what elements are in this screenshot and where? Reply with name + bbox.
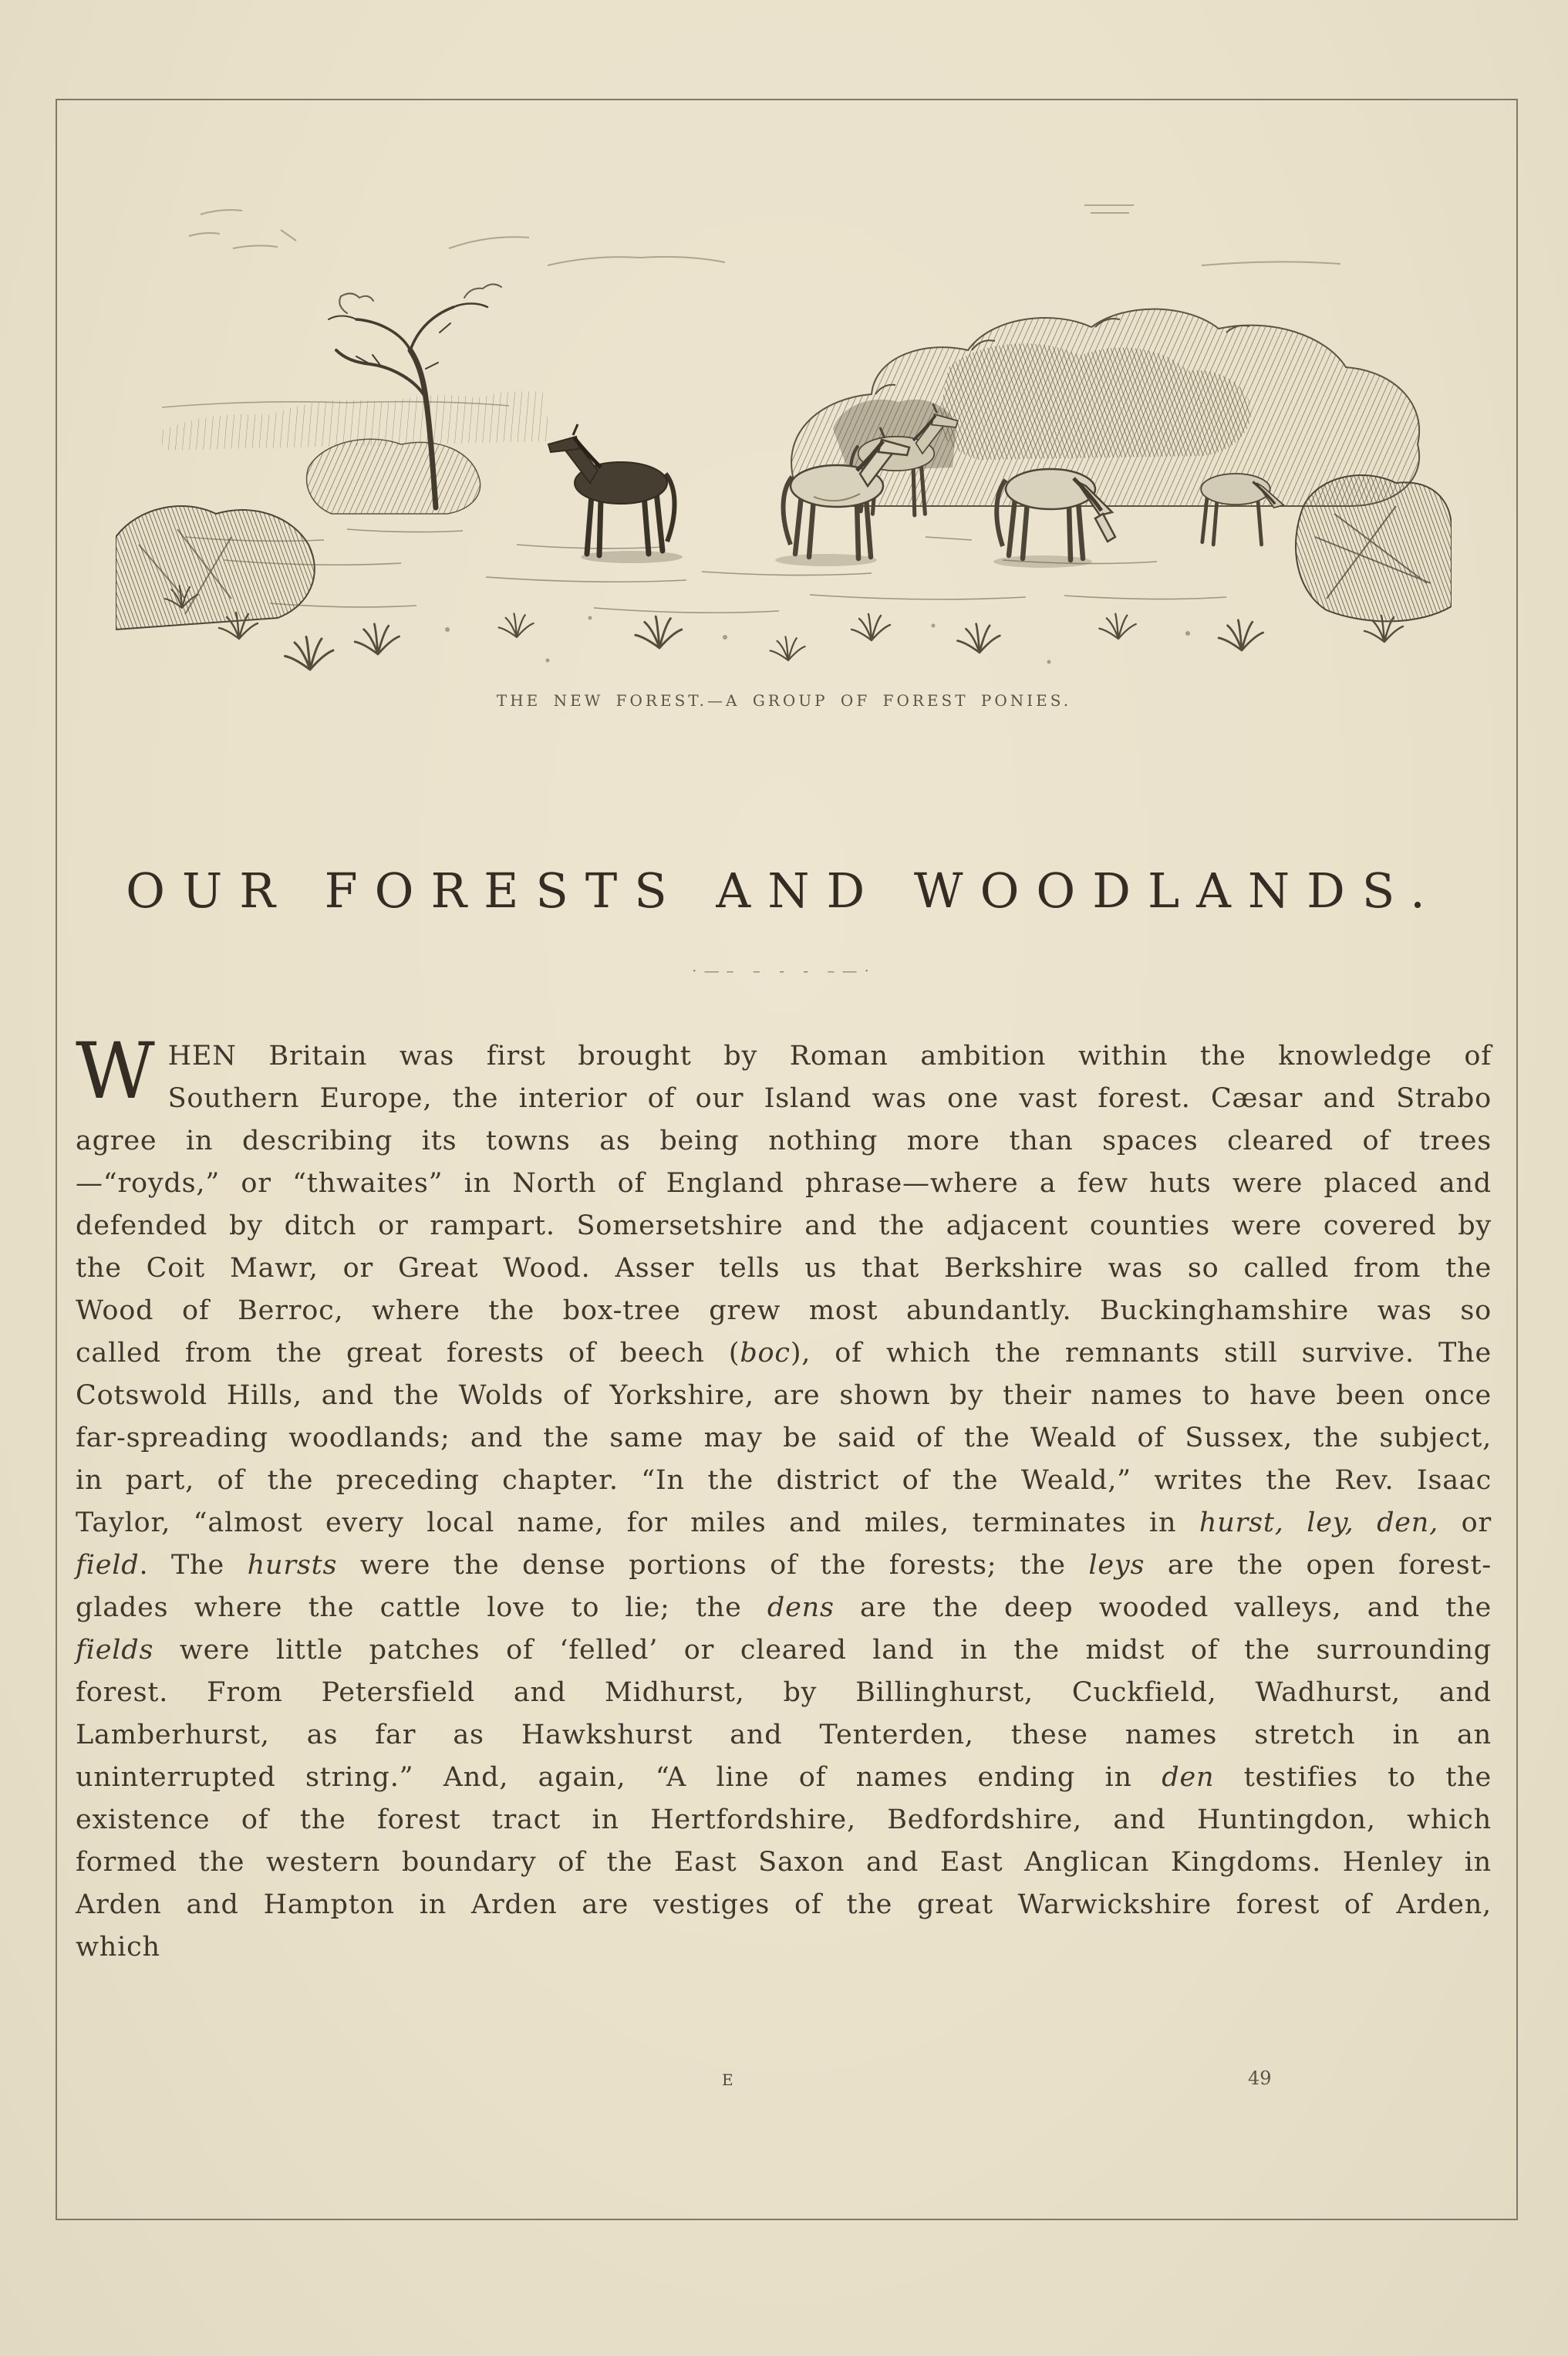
drop-cap: W	[76, 1026, 156, 1116]
signature-mark: E	[722, 2071, 735, 2089]
bush-foreground-left	[116, 506, 315, 630]
bush-foreground-right	[1296, 475, 1452, 621]
paragraph-segments: HEN Britain was first brought by Roman ambition within the knowledge of Southern Europe, the interior of our Island was one vast forest. Cæsar and Strabo agree in describing its towns as being nothing more than spaces cleared of trees—“royds,” or “thwaites” in North of England phrase—where a few huts were placed and defended by ditch or rampart. Somersetshire and the adjacent counties were covered by the Coit Mawr, or Great Wood. Asser tells us that Berkshire was so called from the Wood of Berroc, where the box-tree grew most abundantly. Buckinghamshire was so called from the great forests of beech (boc), of which the remnants still survive. The Cotswold Hills, and the Wolds of Yorkshire, are shown by their names to have been once far-spreading woodlands; and the same may be said of the Weald of Sussex, the subject, in part, of the preceding chapter. “In the district of the Weald,” writes the Rev. Isaac Taylor, “almost every local name, for miles and miles, terminates in hurst, ley, den, or field. The hursts were the dense portions of the forests; the leys are the open forest-glades where the cattle love to lie; the dens are the deep wooded valleys, and the fields were little patches of ‘felled’ or cleared land in the midst of the surrounding forest. From Petersfield and Midhurst, by Billinghurst, Cuckfield, Wadhurst, and Lamberhurst, as far as Hawkshurst and Tenterden, these names stretch in an uninterrupted string.” And, again, “A line of names ending in den testifies to the existence of the forest tract in Hertfordshire, Bedfordshire, and Huntingdon, which formed the western boundary of the East Saxon and East Anglican Kingdoms. Henley in Arden and Hampton in Arden are vestiges of the great Warwickshire forest of Arden, which	[76, 1041, 1492, 1963]
engraving-new-forest	[116, 174, 1452, 680]
sky-marks	[189, 205, 1340, 265]
title-ornament: ·—– – - - –—·	[692, 961, 876, 980]
illustration-caption: THE NEW FOREST.—A GROUP OF FOREST PONIES.	[496, 691, 1072, 710]
page-footer	[0, 2066, 1568, 2097]
bush-tree-base	[307, 439, 481, 514]
chapter-title: OUR FORESTS AND WOODLANDS.	[126, 862, 1442, 919]
stones	[445, 616, 1190, 664]
bush-mass-right	[791, 309, 1419, 506]
body-paragraph	[76, 1026, 1492, 1969]
illustration-forest-ponies	[116, 174, 1452, 680]
pony-dark	[548, 424, 683, 563]
page-number: 49	[1248, 2067, 1272, 2089]
